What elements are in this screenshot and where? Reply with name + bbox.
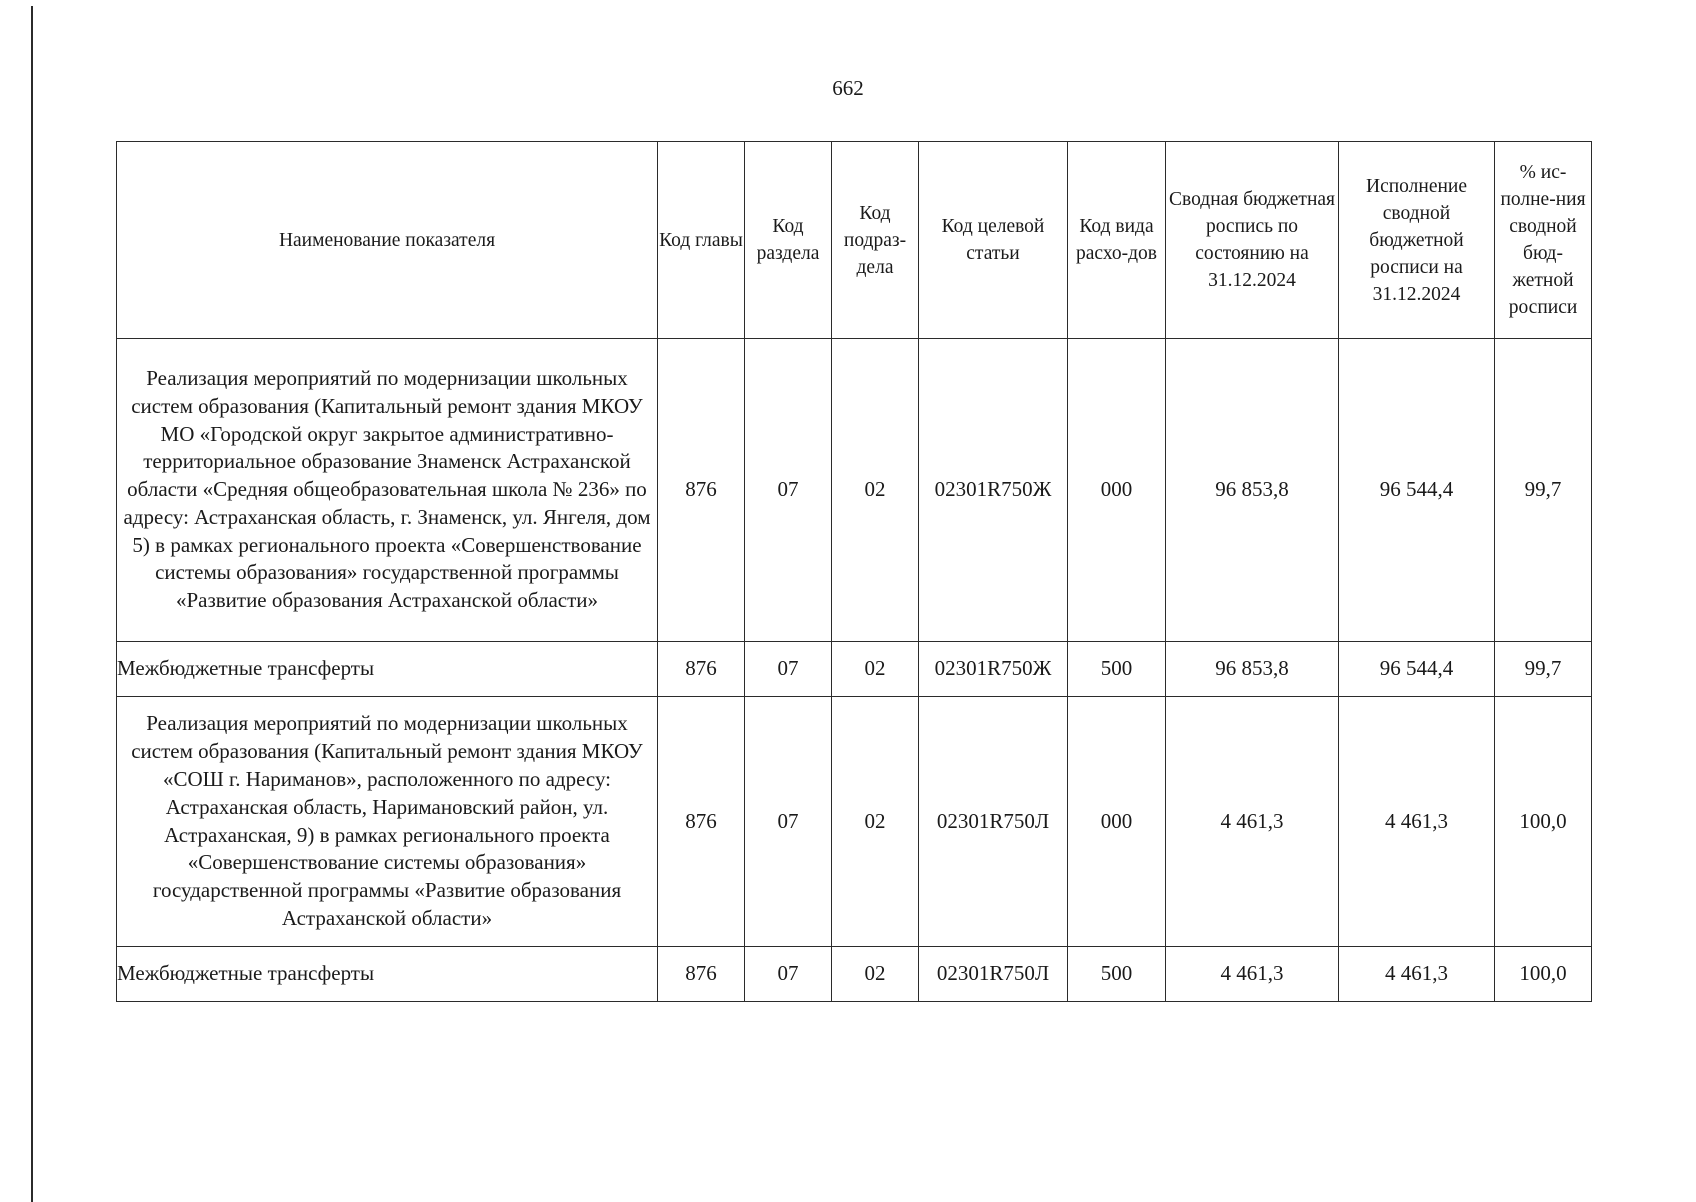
- row-target-code: 02301R750Л: [919, 697, 1068, 947]
- row-subsection-code: 02: [832, 697, 919, 947]
- header-section-code: Код раздела: [745, 142, 832, 339]
- row-chapter-code: 876: [658, 642, 745, 697]
- row-fact-amount: 4 461,3: [1339, 947, 1495, 1002]
- row-section-code: 07: [745, 697, 832, 947]
- header-subsection-code: Код подраз-дела: [832, 142, 919, 339]
- header-chapter-code: Код главы: [658, 142, 745, 339]
- row-section-code: 07: [745, 947, 832, 1002]
- table-header-row: [117, 142, 1592, 339]
- row-chapter-code: 876: [658, 339, 745, 642]
- row-plan-amount: 4 461,3: [1166, 697, 1339, 947]
- row-percent: 99,7: [1495, 339, 1592, 642]
- row-target-code: 02301R750Ж: [919, 642, 1068, 697]
- row-target-code: 02301R750Ж: [919, 339, 1068, 642]
- table-row: [117, 697, 1592, 947]
- table-row: [117, 642, 1592, 697]
- table-row: [117, 339, 1592, 642]
- header-target-code: Код целевой статьи: [919, 142, 1068, 339]
- row-chapter-code: 876: [658, 947, 745, 1002]
- header-name: Наименование показателя: [117, 142, 658, 339]
- table-row: [117, 947, 1592, 1002]
- row-expense-type-code: 000: [1068, 697, 1166, 947]
- row-name: Межбюджетные трансферты: [117, 642, 658, 697]
- row-chapter-code: 876: [658, 697, 745, 947]
- budget-execution-table: [116, 141, 1592, 1002]
- header-execution: Исполнение сводной бюджетной росписи на 31.12.2024: [1339, 142, 1495, 339]
- row-subsection-code: 02: [832, 947, 919, 1002]
- row-name: Межбюджетные трансферты: [117, 947, 658, 1002]
- row-subsection-code: 02: [832, 339, 919, 642]
- row-name: Реализация мероприятий по модернизации школьных систем образования (Капитальный ремонт здания МКОУ МО «Городской округ закрытое административно-территориальное образование Знаменск Астраханской области «Средняя общеобразовательная школа № 236» по адресу: Астраханская область, г. Знаменск, ул. Янгеля, дом 5) в рамках регионального проекта «Совершенствование системы образования» государственной программы «Развитие образования Астраханской области»: [117, 339, 658, 642]
- row-expense-type-code: 500: [1068, 642, 1166, 697]
- row-fact-amount: 96 544,4: [1339, 642, 1495, 697]
- row-fact-amount: 96 544,4: [1339, 339, 1495, 642]
- row-percent: 100,0: [1495, 947, 1592, 1002]
- header-expense-type-code: Код вида расхо-дов: [1068, 142, 1166, 339]
- row-subsection-code: 02: [832, 642, 919, 697]
- row-target-code: 02301R750Л: [919, 947, 1068, 1002]
- page-number: 662: [832, 76, 864, 100]
- binding-line: [31, 6, 33, 1202]
- row-plan-amount: 96 853,8: [1166, 339, 1339, 642]
- row-section-code: 07: [745, 642, 832, 697]
- row-expense-type-code: 000: [1068, 339, 1166, 642]
- row-name: Реализация мероприятий по модернизации школьных систем образования (Капитальный ремонт здания МКОУ «СОШ г. Нариманов», расположенного по адресу: Астраханская область, Наримановский район, ул. Астраханская, 9) в рамках регионального проекта «Совершенствование системы образования» государственной программы «Развитие образования Астраханской области»: [117, 697, 658, 947]
- row-fact-amount: 4 461,3: [1339, 697, 1495, 947]
- row-expense-type-code: 500: [1068, 947, 1166, 1002]
- row-percent: 100,0: [1495, 697, 1592, 947]
- row-plan-amount: 4 461,3: [1166, 947, 1339, 1002]
- header-consolidated-list: Сводная бюджетная роспись по состоянию на 31.12.2024: [1166, 142, 1339, 339]
- row-plan-amount: 96 853,8: [1166, 642, 1339, 697]
- row-section-code: 07: [745, 339, 832, 642]
- row-percent: 99,7: [1495, 642, 1592, 697]
- header-percent: % ис-полне-ния сводной бюд-жетной росписи: [1495, 142, 1592, 339]
